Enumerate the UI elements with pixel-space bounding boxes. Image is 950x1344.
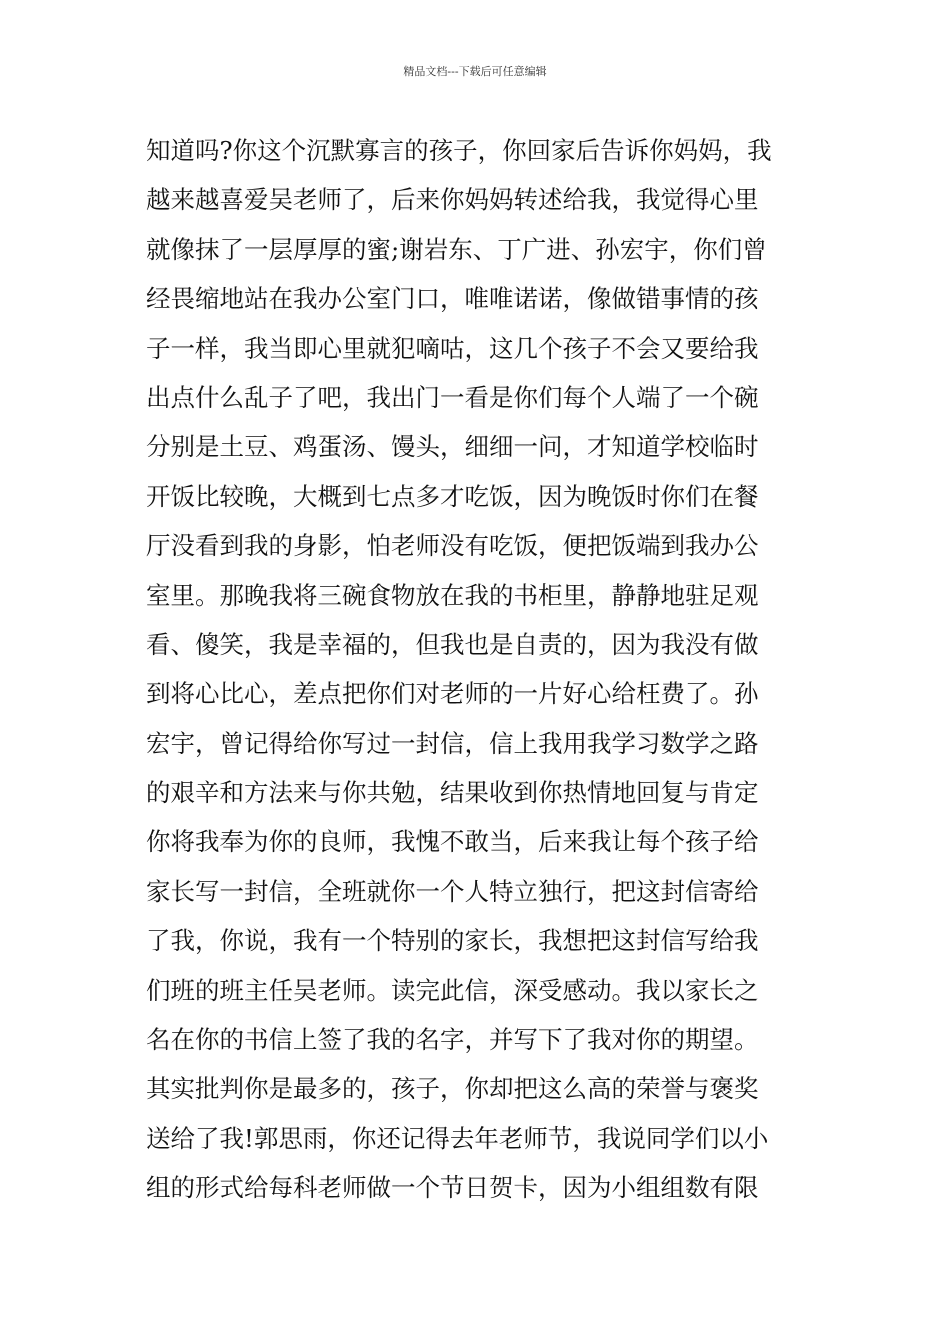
text-line: 就像抹了一层厚厚的蜜;谢岩东、丁广进、孙宏宇，你们曾 bbox=[146, 234, 767, 264]
body-text bbox=[146, 126, 806, 1213]
text-line: 了我，你说，我有一个特别的家长，我想把这封信写给我 bbox=[146, 926, 759, 956]
text-line: 厅没看到我的身影，怕老师没有吃饭，便把饭端到我办公 bbox=[146, 531, 759, 561]
text-line: 送给了我!郭思雨，你还记得去年老师节，我说同学们以小 bbox=[146, 1123, 769, 1153]
text-line: 组的形式给每科老师做一个节日贺卡，因为小组组数有限 bbox=[146, 1173, 759, 1203]
text-line: 其实批判你是最多的，孩子，你却把这么高的荣誉与褒奖 bbox=[146, 1074, 759, 1104]
text-line: 越来越喜爱吴老师了，后来你妈妈转述给我，我觉得心里 bbox=[146, 185, 759, 215]
text-line: 们班的班主任吴老师。读完此信，深受感动。我以家长之 bbox=[146, 975, 759, 1005]
text-line: 知道吗?你这个沉默寡言的孩子，你回家后告诉你妈妈，我 bbox=[146, 136, 772, 165]
text-line: 到将心比心，差点把你们对老师的一片好心给枉费了。孙 bbox=[146, 679, 759, 709]
text-line: 宏宇，曾记得给你写过一封信，信上我用我学习数学之路 bbox=[146, 728, 759, 758]
text-line: 家长写一封信，全班就你一个人特立独行，把这封信寄给 bbox=[146, 876, 759, 906]
text-line: 的艰辛和方法来与你共勉，结果收到你热情地回复与肯定 bbox=[146, 778, 759, 808]
text-line: 子一样，我当即心里就犯嘀咕，这几个孩子不会又要给我 bbox=[146, 333, 759, 363]
text-line: 你将我奉为你的良师，我愧不敢当，后来我让每个孩子给 bbox=[146, 827, 759, 857]
text-line: 出点什么乱子了吧，我出门一看是你们每个人端了一个碗 bbox=[146, 382, 759, 412]
text-line: 开饭比较晚，大概到七点多才吃饭，因为晚饭时你们在餐 bbox=[146, 481, 759, 511]
text-line: 经畏缩地站在我办公室门口，唯唯诺诺，像做错事情的孩 bbox=[146, 284, 759, 314]
text-line: 分别是土豆、鸡蛋汤、馒头，细细一问，才知道学校临时 bbox=[146, 432, 759, 462]
text-line: 名在你的书信上签了我的名字，并写下了我对你的期望。 bbox=[146, 1025, 759, 1055]
text-line: 室里。那晚我将三碗食物放在我的书柜里，静静地驻足观 bbox=[146, 580, 759, 610]
text-line: 看、傻笑，我是幸福的，但我也是自责的，因为我没有做 bbox=[146, 629, 759, 659]
page-header: 精品文档---下载后可任意编辑 bbox=[403, 65, 547, 78]
